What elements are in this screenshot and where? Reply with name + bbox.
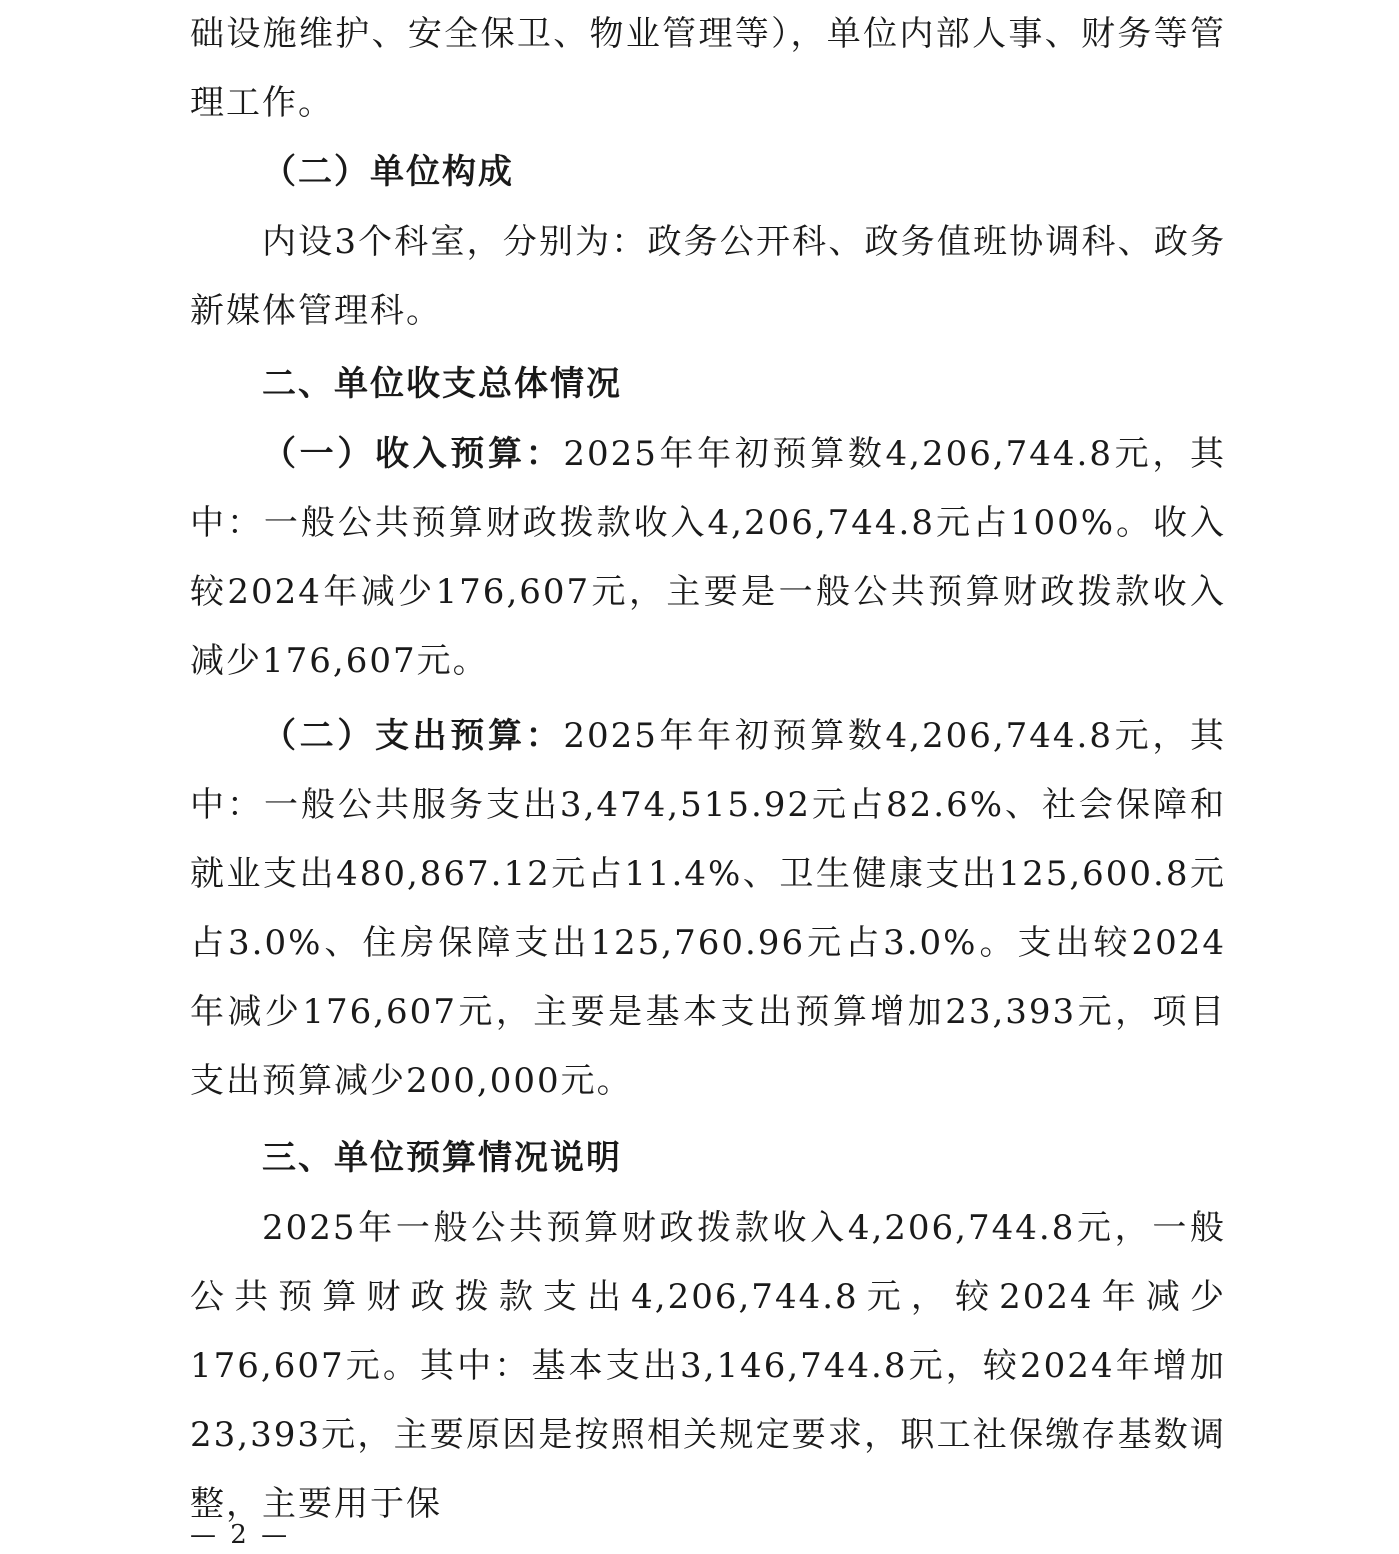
unit-structure-text: 内设3个科室，分别为：政务公开科、政务值班协调科、政务新媒体管理科。 (190, 222, 1226, 331)
paragraph-unit-structure (190, 208, 1226, 346)
section-3-heading (190, 1124, 1226, 1193)
budget-explanation-text: 2025年一般公共预算财政拨款收入4,206,744.8元，一般公共预算财政拨款支出4,206,744.8元，较2024年减少176,607元。其中：基本支出3,146,744.8元，较2024年增加23,393元，主要原因是按照相关规定要求，职工社保缴存基数调整，主要用于保 (190, 1208, 1226, 1524)
section-2-heading (190, 350, 1226, 419)
income-budget-label: （一）收入预算： (262, 434, 564, 474)
expenditure-budget-label: （二）支出预算： (262, 716, 564, 756)
income-budget-text: 2025年年初预算数4,206,744.8元，其中：一般公共预算财政拨款收入4,206,744.8元占100%。收入较2024年减少176,607元，主要是一般公共预算财政拨款收入减少176,607元。 (190, 434, 1226, 681)
expenditure-budget-text: 2025年年初预算数4,206,744.8元，其中：一般公共服务支出3,474,515.92元占82.6%、社会保障和就业支出480,867.12元占11.4%、卫生健康支出125,600.8元占3.0%、住房保障支出125,760.96元占3.0%。支出较2024年减少176,607元，主要是基本支出预算增加23,393元，项目支出预算减少200,000元。 (190, 716, 1226, 1101)
paragraph-budget-explanation (190, 1194, 1226, 1539)
heading-overall-income-expenditure: 二、单位收支总体情况 (262, 364, 622, 404)
paragraph-income-budget (190, 420, 1226, 696)
continuation-text: 础设施维护、安全保卫、物业管理等），单位内部人事、财务等管理工作。 (190, 14, 1226, 123)
section-1-2-heading (190, 138, 1226, 207)
heading-budget-explanation: 三、单位预算情况说明 (262, 1138, 622, 1178)
paragraph-expenditure-budget (190, 702, 1226, 1116)
paragraph-continuation (190, 0, 1226, 138)
page-number: — 2 — (190, 1520, 291, 1550)
heading-unit-structure: （二）单位构成 (262, 152, 514, 192)
